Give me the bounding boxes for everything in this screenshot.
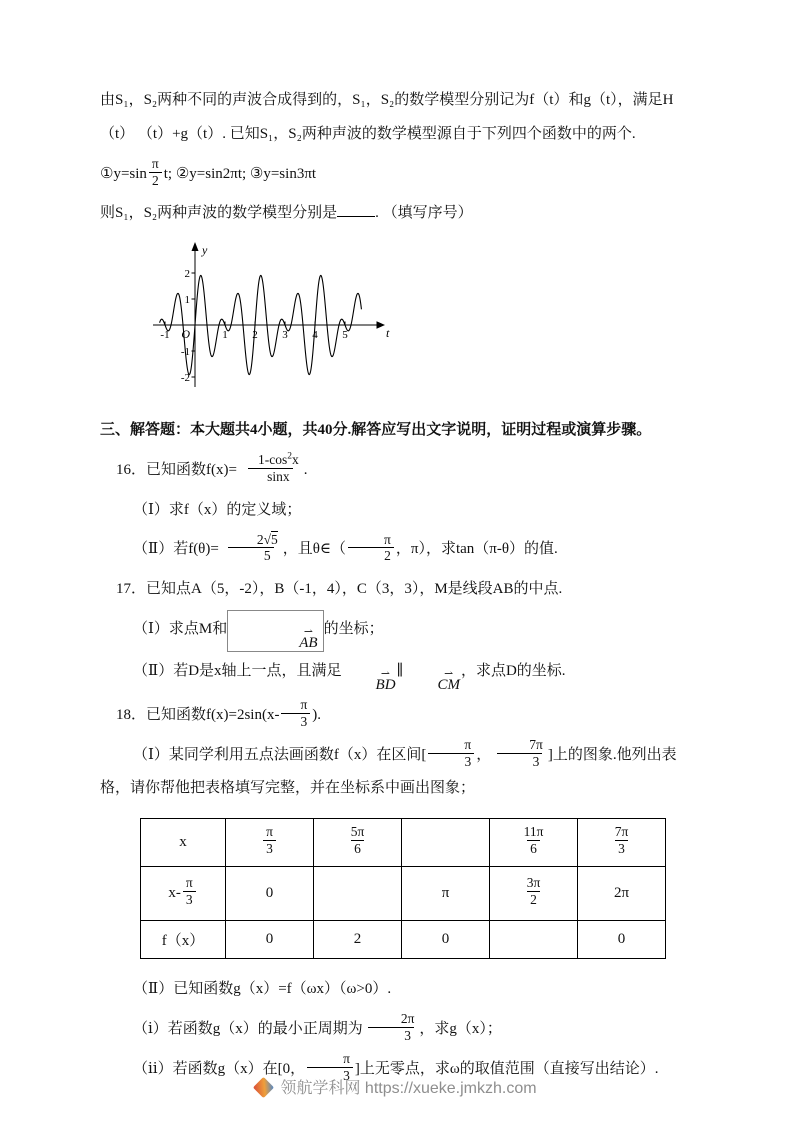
site-footer xyxy=(0,1075,793,1098)
vector-bd xyxy=(343,667,396,693)
q18-part2ii-prefix: （ⅱ）若函数g（x）在[0， xyxy=(133,1060,306,1077)
fraction-denominator: 3 xyxy=(497,753,543,770)
q18-part1-middle: ， xyxy=(476,746,492,763)
fraction-denominator: 3 xyxy=(263,840,276,857)
fraction-7pi-3 xyxy=(612,824,632,856)
fraction-numerator: π xyxy=(343,1051,350,1067)
table-cell: π xyxy=(402,867,490,921)
fraction-denominator: 2 xyxy=(527,891,540,908)
q18-part2i-prefix: （ⅰ）若函数g（x）的最小正周期为 xyxy=(133,1020,363,1037)
table-cell: 0 xyxy=(226,921,314,959)
five-point-table xyxy=(140,818,666,959)
x-tick-label: 3 xyxy=(282,329,288,341)
fraction-numerator xyxy=(239,452,302,468)
fraction-denominator: 3 xyxy=(615,840,628,857)
fraction-numerator: 2π xyxy=(400,1011,415,1027)
table-cell xyxy=(490,867,578,921)
vector-arrow-icon: ⇀ xyxy=(303,625,314,638)
fraction-numerator: π xyxy=(185,875,193,891)
fraction-2sqrt5-5 xyxy=(221,532,281,564)
site-logo-icon xyxy=(253,1077,274,1098)
x-tick-label: 5 xyxy=(342,329,348,341)
table-row-fx xyxy=(141,921,666,959)
vector-arrow-icon: ⇀ xyxy=(444,667,454,680)
exam-content xyxy=(100,84,702,1092)
x-tick-label: -1 xyxy=(160,329,170,341)
q16-head-prefix: 16．已知函数f(x)= xyxy=(116,461,237,478)
vector-ab xyxy=(266,625,318,651)
fraction-numerator: π xyxy=(300,697,308,713)
q18-part1 xyxy=(100,739,702,807)
y-axis-arrow-icon xyxy=(192,242,199,251)
fraction-numerator xyxy=(221,532,281,548)
q16-part1: （Ⅰ）求f（x）的定义域； xyxy=(133,501,302,518)
candidate-functions-line xyxy=(100,158,702,192)
fill-prefix: 则S₁，S₂两种声波的数学模型分别是 xyxy=(100,205,338,222)
fraction-5pi-6 xyxy=(348,824,368,856)
fraction-numerator: π xyxy=(464,737,472,753)
q17-head: 17．已知点A（5，-2），B（-1，4），C（3，3），M是线段AB的中点. xyxy=(116,581,563,597)
table-cell xyxy=(226,819,314,867)
table-cell: 0 xyxy=(402,921,490,959)
footer-site-name: 领航学科网 xyxy=(280,1080,361,1097)
fraction-denominator: 2 xyxy=(149,172,162,189)
x-axis-label: t xyxy=(386,326,390,340)
q16-part2 xyxy=(100,533,702,567)
radical-prefix: 2√ xyxy=(256,531,271,547)
fraction-pi-3 xyxy=(428,737,474,769)
table-cell: 0 xyxy=(226,867,314,921)
table-cell-empty xyxy=(314,867,402,921)
table-cell xyxy=(314,819,402,867)
fraction-numerator: 11π xyxy=(523,824,544,840)
q16-part2-middle: ，且θ∈（ xyxy=(282,541,347,558)
fraction-pi-3 xyxy=(263,824,276,856)
x-tick-label: 1 xyxy=(222,329,228,341)
superscript-2: 2 xyxy=(287,451,292,462)
fraction-denominator: 5 xyxy=(228,547,274,564)
fraction-pi-3 xyxy=(281,697,310,729)
q18-part2i-suffix: ，求g（x）； xyxy=(419,1020,502,1037)
fraction-numerator: 7π xyxy=(614,824,629,840)
q18-part2: （Ⅱ）已知函数g（x）=f（ωx）（ω>0）. xyxy=(133,981,392,997)
q16-head-suffix: . xyxy=(303,461,308,478)
q18-head xyxy=(100,699,702,733)
fraction-denominator: 6 xyxy=(527,840,540,857)
fraction-denominator: sinx xyxy=(248,468,293,485)
vector-arrow-icon: ⇀ xyxy=(380,667,391,680)
x-tick-label: 2 xyxy=(252,329,258,341)
fill-blank-line xyxy=(100,197,702,231)
table-cell-empty xyxy=(402,819,490,867)
parallel-symbol: ∥ xyxy=(396,662,404,679)
fraction-denominator: 3 xyxy=(183,891,196,908)
table-row-x-minus-pi-3 xyxy=(141,867,666,921)
q17-part2-suffix: ，求点D的坐标. xyxy=(460,662,566,679)
cell-text: x- xyxy=(168,885,181,901)
num-part-b: x xyxy=(291,452,299,468)
fraction-numerator: π xyxy=(151,156,159,172)
vector-letters: BD xyxy=(375,676,396,693)
q18-head-suffix: ). xyxy=(312,706,322,723)
y-axis-label: y xyxy=(202,243,208,257)
vector-letters: CM xyxy=(437,676,460,693)
origin-label: O xyxy=(181,327,190,341)
x-axis-arrow-icon xyxy=(377,321,386,329)
table-cell: f（x） xyxy=(141,921,226,959)
q18-part1-prefix: （Ⅰ）某同学利用五点法画函数f（x）在区间[ xyxy=(133,746,427,763)
q17-part2 xyxy=(100,655,702,693)
footer-url: https://xueke.jmkzh.com xyxy=(364,1080,537,1097)
radicand: 5 xyxy=(271,531,278,547)
intro-paragraph: 由S₁，S₂两种不同的声波合成得到的，S₁，S₂的数学模型分别记为f（t）和g（t），满足H（t） （t）+g（t）. 已知S₁，S₂两种声波的数学模型源自于下列四个函数中的两个. xyxy=(100,92,674,142)
q17-part2-prefix: （Ⅱ）若D是x轴上一点，且满足 xyxy=(133,662,342,679)
table-cell: 0 xyxy=(578,921,666,959)
vector-ab-box xyxy=(227,610,323,652)
fraction-pi-3 xyxy=(183,875,196,907)
fraction-pi-2 xyxy=(348,532,394,564)
fraction-denominator: 3 xyxy=(368,1027,414,1044)
q16-part2-suffix: ，π），求tan（π-θ）的值. xyxy=(395,541,558,558)
table-cell: x xyxy=(141,819,226,867)
num-part-a: 1-cos xyxy=(257,452,288,468)
q16-head xyxy=(100,451,702,488)
fraction-numerator: π xyxy=(384,531,391,547)
answer-blank xyxy=(337,202,375,217)
table-cell: 2π xyxy=(578,867,666,921)
fill-suffix: . （填写序号） xyxy=(375,205,473,222)
table-cell xyxy=(490,819,578,867)
fraction-numerator: 7π xyxy=(529,737,543,753)
q18-head-prefix: 18．已知函数f(x)=2sin(x- xyxy=(116,706,280,723)
fraction-denominator: 3 xyxy=(428,753,474,770)
q17-part1-suffix: 的坐标； xyxy=(323,620,384,637)
waveform-figure xyxy=(145,237,702,410)
option1-prefix: ①y=sin xyxy=(100,165,147,182)
table-cell xyxy=(578,819,666,867)
q18-part1-suffix: ]上的图象.他列出表格，请你帮他把表格填写完整，并在坐标系中画出图象； xyxy=(100,746,677,797)
fraction-11pi-6 xyxy=(521,824,547,856)
q16-fraction xyxy=(239,452,302,484)
y-tick-label: 1 xyxy=(184,294,190,306)
options-rest: t; ②y=sin2πt; ③y=sin3πt xyxy=(163,165,317,182)
fraction-numerator: 5π xyxy=(350,824,365,840)
fraction-3pi-2 xyxy=(524,875,544,907)
fraction-denominator: 2 xyxy=(348,547,394,564)
section-3-heading: 三、解答题：本大题共4小题，共40分.解答应写出文字说明，证明过程或演算步骤。 xyxy=(100,422,652,438)
y-tick-label: -1 xyxy=(180,346,190,358)
y-tick-label: 2 xyxy=(184,268,190,280)
q17-part1-prefix: （Ⅰ）求点M和 xyxy=(133,620,228,637)
fraction-2pi-3 xyxy=(365,1011,418,1043)
fraction-numerator: 3π xyxy=(526,875,541,891)
q17-part1 xyxy=(100,610,702,652)
y-tick-label: -2 xyxy=(180,372,190,384)
vector-letters: AB xyxy=(299,634,318,651)
fraction-pi-2 xyxy=(149,156,162,188)
waveform-svg xyxy=(145,237,395,405)
fraction-denominator: 3 xyxy=(307,1067,353,1084)
q16-part2-prefix: （Ⅱ）若f(θ)= xyxy=(133,541,219,558)
fraction-7pi-3 xyxy=(493,737,546,769)
fraction-numerator: π xyxy=(266,824,273,840)
x-tick-label: 4 xyxy=(312,329,318,341)
fraction-denominator: 3 xyxy=(281,713,310,730)
table-cell: 2 xyxy=(314,921,402,959)
table-row-x xyxy=(141,819,666,867)
table-cell-empty xyxy=(490,921,578,959)
vector-cm xyxy=(404,667,460,693)
fraction-denominator: 6 xyxy=(351,840,364,857)
table-cell xyxy=(141,867,226,921)
q18-part2ii-suffix: ]上无零点，求ω的取值范围（直接写出结论）. xyxy=(354,1060,659,1077)
q18-part2-i xyxy=(100,1013,702,1047)
